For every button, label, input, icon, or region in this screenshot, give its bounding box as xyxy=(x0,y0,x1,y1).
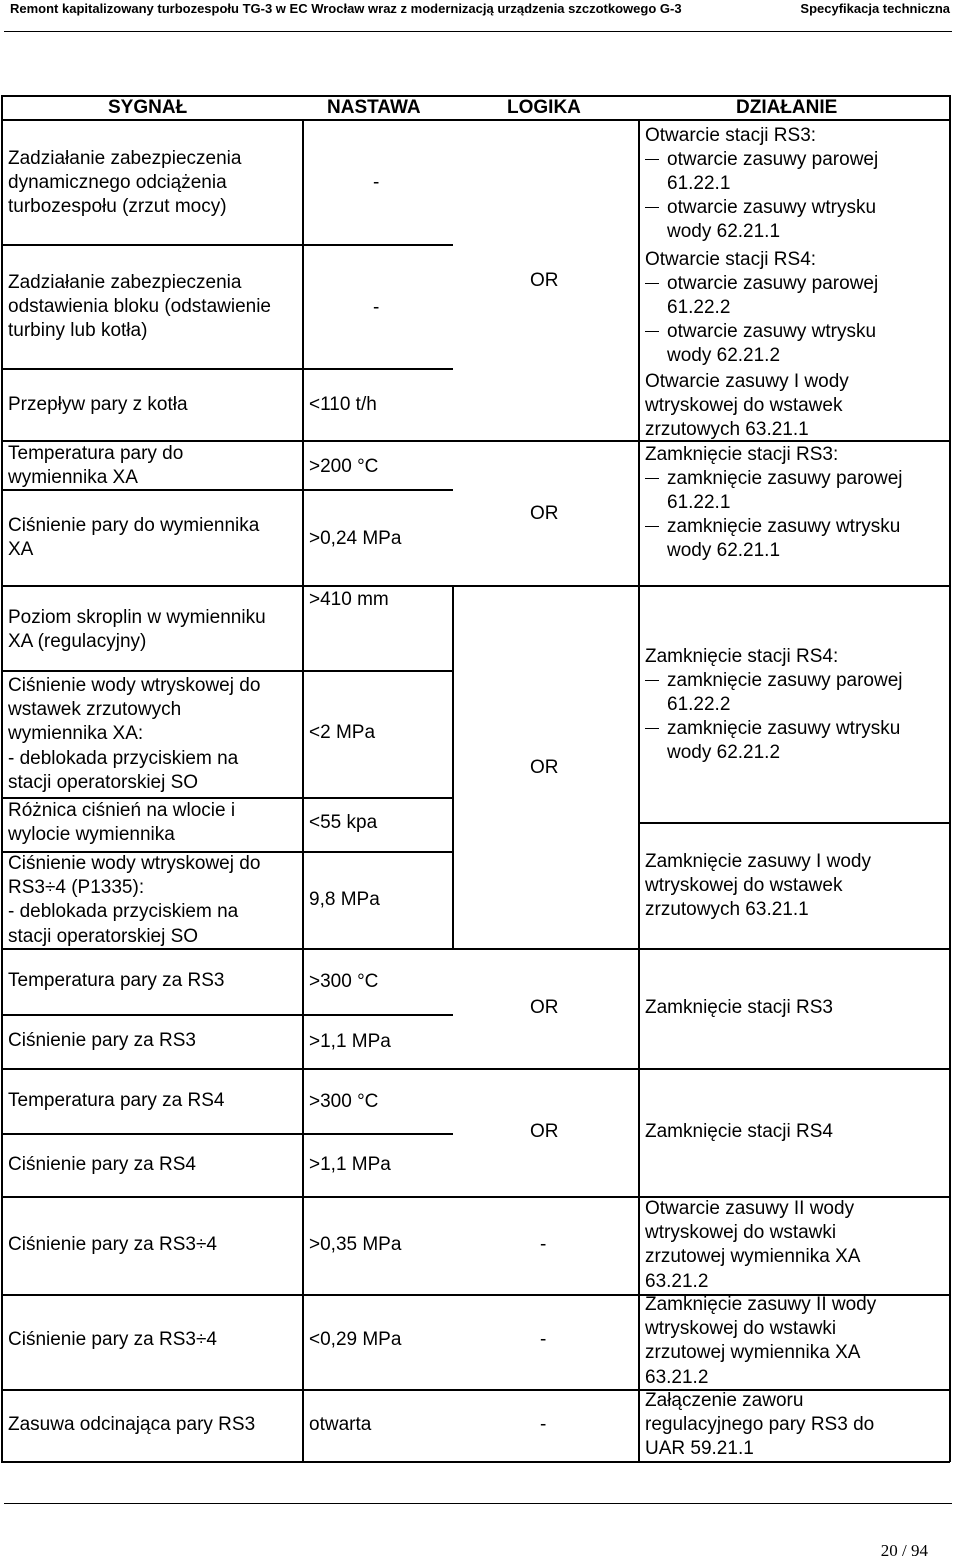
signal-cell: Ciśnienie pary za RS3÷4 xyxy=(8,1329,217,1350)
action-title: Zamknięcie stacji RS3: xyxy=(645,444,839,465)
logic-cell: OR xyxy=(530,270,559,291)
header-doc-type: Specyfikacja techniczna xyxy=(800,1,950,16)
logic-cell: OR xyxy=(530,1121,559,1142)
signal-cell: Temperatura pary do wymiennika XA xyxy=(8,443,184,489)
signal-cell: Ciśnienie pary za RS3 xyxy=(8,1030,196,1051)
col-divider-3 xyxy=(638,119,640,1462)
row-line xyxy=(1,585,950,587)
setting-cell: <55 kpa xyxy=(309,812,378,833)
setting-cell: - xyxy=(373,297,380,318)
logic-cell: OR xyxy=(530,757,559,778)
signal-cell: Ciśnienie pary za RS3÷4 xyxy=(8,1234,217,1255)
col-divider-2 xyxy=(452,585,454,949)
setting-cell: >200 °C xyxy=(309,456,379,477)
row-line xyxy=(1,368,453,370)
action-item xyxy=(667,717,900,765)
row-line xyxy=(1,1133,453,1135)
setting-cell: >300 °C xyxy=(309,1091,379,1112)
col-header-nastawa: NASTAWA xyxy=(327,97,421,118)
signal-cell: Przepływ pary z kotła xyxy=(8,394,188,415)
setting-cell: 9,8 MPa xyxy=(309,889,380,910)
action-item xyxy=(667,272,878,320)
action-item-text: zamknięcie zasuwy parowej 61.22.1 xyxy=(667,468,903,514)
setting-cell: otwarta xyxy=(309,1414,372,1435)
action-cell: Zamknięcie stacji RS3 xyxy=(645,997,833,1018)
action-cell: Zamknięcie zasuwy II wody wtryskowej do wstawki zrzutowej wymiennika XA 63.21.2 xyxy=(645,1294,877,1388)
action-title: Zamknięcie stacji RS4: xyxy=(645,646,839,667)
action-item-text: zamknięcie zasuwy wtrysku wody 62.21.2 xyxy=(667,718,901,764)
logic-cell: - xyxy=(540,1234,547,1255)
col-header-logika: LOGIKA xyxy=(507,97,581,118)
row-line xyxy=(1,1068,950,1070)
page-number: 20 / 94 xyxy=(880,1541,928,1560)
table-border-right xyxy=(949,95,951,1462)
action-item xyxy=(667,467,903,515)
action-title: Otwarcie stacji RS3: xyxy=(645,125,817,146)
setting-cell: >300 °C xyxy=(309,971,379,992)
signal-cell: Ciśnienie pary za RS4 xyxy=(8,1154,196,1175)
action-item-text: zamknięcie zasuwy wtrysku wody 62.21.1 xyxy=(667,516,901,562)
footer-rule xyxy=(4,1503,952,1504)
setting-cell: - xyxy=(373,172,380,193)
action-item-text: otwarcie zasuwy parowej 61.22.2 xyxy=(667,273,879,319)
setting-cell: <110 t/h xyxy=(309,394,377,415)
signal-cell: Zasuwa odcinająca pary RS3 xyxy=(8,1414,256,1435)
col-divider-1 xyxy=(302,119,304,1462)
bullet-dash xyxy=(645,526,659,527)
action-item xyxy=(667,320,876,368)
signal-cell: Różnica ciśnień na wlocie i wylocie wymiennika xyxy=(8,800,236,846)
row-line xyxy=(1,1014,453,1016)
action-cell: Otwarcie zasuwy I wody wtryskowej do wstawek zrzutowych 63.21.1 xyxy=(645,371,849,441)
signal-cell: Temperatura pary za RS4 xyxy=(8,1090,225,1111)
setting-cell: >1,1 MPa xyxy=(309,1154,391,1175)
setting-cell: >0,24 MPa xyxy=(309,528,402,549)
signal-cell: Ciśnienie wody wtryskowej do wstawek zrzutowych wymiennika XA: - deblokada przyciskiem na stacji operatorskiej SO xyxy=(8,675,261,793)
action-item xyxy=(667,669,903,717)
action-cell: Załączenie zaworu regulacyjnego pary RS3 do UAR 59.21.1 xyxy=(645,1390,875,1460)
setting-cell: <2 MPa xyxy=(309,722,376,743)
setting-cell: >1,1 MPa xyxy=(309,1031,391,1052)
action-cell: Otwarcie zasuwy II wody wtryskowej do wstawki zrzutowej wymiennika XA 63.21.2 xyxy=(645,1198,861,1292)
action-item-text: zamknięcie zasuwy parowej 61.22.2 xyxy=(667,670,903,716)
bullet-dash xyxy=(645,478,659,479)
action-item xyxy=(667,515,900,563)
table-border-left xyxy=(1,95,3,1462)
action-cell: Zamknięcie stacji RS4 xyxy=(645,1121,833,1142)
signal-cell: Ciśnienie pary do wymiennika XA xyxy=(8,515,260,561)
bullet-dash xyxy=(645,728,659,729)
row-line xyxy=(1,244,453,246)
header-title: Remont kapitalizowany turbozespołu TG-3 w EC Wrocław wraz z modernizacją urządzenia szczotkowego G-3 xyxy=(10,1,682,16)
action-item-text: otwarcie zasuwy parowej 61.22.1 xyxy=(667,149,879,195)
row-line xyxy=(638,822,950,824)
bullet-dash xyxy=(645,680,659,681)
logic-cell: OR xyxy=(530,997,559,1018)
signal-cell: Zadziałanie zabezpieczenia dynamicznego odciążenia turbozespołu (zrzut mocy) xyxy=(8,148,242,218)
col-header-dzialanie: DZIAŁANIE xyxy=(736,97,838,118)
action-item xyxy=(667,148,878,196)
action-title: Otwarcie stacji RS4: xyxy=(645,249,817,270)
signal-cell: Ciśnienie wody wtryskowej do RS3÷4 (P1335): - deblokada przyciskiem na stacji operatorskiej SO xyxy=(8,853,261,947)
logic-cell: OR xyxy=(530,503,559,524)
signal-cell: Zadziałanie zabezpieczenia odstawienia bloku (odstawienie turbiny lub kotła) xyxy=(8,272,271,342)
action-item xyxy=(667,196,876,244)
row-line xyxy=(1,670,453,672)
logic-cell: - xyxy=(540,1329,547,1350)
bullet-dash xyxy=(645,283,659,284)
setting-cell: >0,35 MPa xyxy=(309,1234,402,1255)
action-item-text: otwarcie zasuwy wtrysku wody 62.21.1 xyxy=(667,197,877,243)
setting-cell: <0,29 MPa xyxy=(309,1329,402,1350)
logic-cell: - xyxy=(540,1414,547,1435)
setting-cell: >410 mm xyxy=(309,589,389,610)
action-item-text: otwarcie zasuwy wtrysku wody 62.21.2 xyxy=(667,321,877,367)
signal-cell: Poziom skroplin w wymienniku XA (regulacyjny) xyxy=(8,607,266,653)
signal-cell: Temperatura pary za RS3 xyxy=(8,970,225,991)
bullet-dash xyxy=(645,207,659,208)
action-cell: Zamknięcie zasuwy I wody wtryskowej do wstawek zrzutowych 63.21.1 xyxy=(645,851,871,921)
bullet-dash xyxy=(645,331,659,332)
col-header-sygnal: SYGNAŁ xyxy=(108,97,188,118)
bullet-dash xyxy=(645,159,659,160)
